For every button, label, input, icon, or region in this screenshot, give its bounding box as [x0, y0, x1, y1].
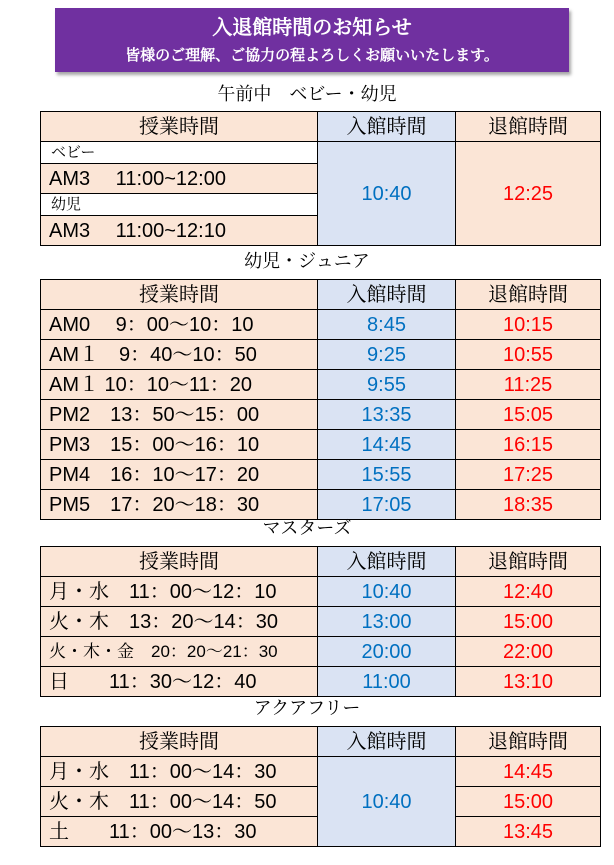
schedule-table-aquafree — [40, 726, 601, 847]
class-time-cell: PM4 16：10～17：20 — [41, 460, 318, 490]
class-time-cell: PM2 13：50～15：00 — [41, 400, 318, 430]
class-time-cell: 月・水 11：00～14：30 — [41, 757, 318, 787]
section-title-aquafree: アクアフリー — [253, 698, 361, 719]
exit-time-cell: 13:45 — [456, 817, 601, 847]
header-entry-time: 入館時間 — [318, 112, 456, 142]
banner-subtitle: 皆様のご理解、ご協力の程よろしくお願いいたします。 — [125, 46, 499, 64]
exit-time-cell: 17:25 — [456, 460, 601, 490]
entry-time-cell: 9:55 — [318, 370, 456, 400]
schedule-table-baby-infant — [40, 111, 601, 246]
table-row — [41, 490, 601, 520]
header-entry-time: 入館時間 — [318, 280, 456, 310]
entry-time-cell: 15:55 — [318, 460, 456, 490]
header-exit-time: 退館時間 — [456, 112, 601, 142]
header-entry-time: 入館時間 — [318, 727, 456, 757]
section-title-baby-infant: 午前中 ベビー・幼児 — [217, 84, 397, 105]
class-time-cell: 土 11：00～13：30 — [41, 817, 318, 847]
banner-title: 入退館時間のお知らせ — [212, 15, 412, 39]
class-time-cell: AM１ 10：10～11：20 — [41, 370, 318, 400]
entry-time-cell: 9:25 — [318, 340, 456, 370]
class-time-cell: AM3 11:00~12:10 — [41, 216, 318, 246]
table-row — [41, 607, 601, 637]
exit-time-cell: 22:00 — [456, 637, 601, 667]
class-time-cell: 火・木 13：20～14：30 — [41, 607, 318, 637]
table-row — [41, 400, 601, 430]
exit-time-cell: 14:45 — [456, 757, 601, 787]
header-class-time: 授業時間 — [41, 280, 318, 310]
exit-time-cell: 11:25 — [456, 370, 601, 400]
header-class-time: 授業時間 — [41, 547, 318, 577]
class-time-cell: PM5 17：20～18：30 — [41, 490, 318, 520]
exit-time-cell: 12:25 — [456, 142, 601, 246]
exit-time-cell: 10:15 — [456, 310, 601, 340]
exit-time-cell: 13:10 — [456, 667, 601, 697]
exit-time-cell: 10:55 — [456, 340, 601, 370]
table-row — [41, 637, 601, 667]
infant-label: 幼児 — [41, 194, 318, 216]
table-row — [41, 370, 601, 400]
table-row — [41, 310, 601, 340]
class-time-cell: AM１ 9：40～10：50 — [41, 340, 318, 370]
class-time-cell: 火・木 11：00～14：50 — [41, 787, 318, 817]
entry-time-cell: 17:05 — [318, 490, 456, 520]
entry-time-cell: 8:45 — [318, 310, 456, 340]
entry-time-cell: 20:00 — [318, 637, 456, 667]
class-time-cell: 日 11：30～12：40 — [41, 667, 318, 697]
class-time-cell: AM0 9：00～10：10 — [41, 310, 318, 340]
schedule-table-masters — [40, 546, 601, 697]
exit-time-cell: 15:05 — [456, 400, 601, 430]
entry-time-cell: 14:45 — [318, 430, 456, 460]
exit-time-cell: 16:15 — [456, 430, 601, 460]
class-time-cell: AM3 11:00~12:00 — [41, 164, 318, 194]
table-row — [41, 757, 601, 787]
schedule-table-infant-junior — [40, 279, 601, 520]
entry-time-cell: 13:00 — [318, 607, 456, 637]
header-class-time: 授業時間 — [41, 727, 318, 757]
class-time-cell: PM3 15：00～16：10 — [41, 430, 318, 460]
header-exit-time: 退館時間 — [456, 280, 601, 310]
table-row — [41, 340, 601, 370]
header-entry-time: 入館時間 — [318, 547, 456, 577]
table-row — [41, 430, 601, 460]
entry-time-cell: 10:40 — [318, 757, 456, 847]
notice-banner — [55, 8, 569, 72]
entry-time-cell: 10:40 — [318, 142, 456, 246]
table-row — [41, 577, 601, 607]
entry-time-cell: 11:00 — [318, 667, 456, 697]
exit-time-cell: 12:40 — [456, 577, 601, 607]
entry-time-cell: 10:40 — [318, 577, 456, 607]
section-title-masters: マスターズ — [262, 518, 352, 539]
section-title-infant-junior: 幼児・ジュニア — [244, 251, 370, 272]
entry-time-cell: 13:35 — [318, 400, 456, 430]
class-time-cell: 火・木・金 20：20～21：30 — [41, 637, 318, 667]
exit-time-cell: 15:00 — [456, 607, 601, 637]
baby-label: ベビー — [41, 142, 318, 164]
header-exit-time: 退館時間 — [456, 727, 601, 757]
class-time-cell: 月・水 11：00～12：10 — [41, 577, 318, 607]
exit-time-cell: 18:35 — [456, 490, 601, 520]
header-exit-time: 退館時間 — [456, 547, 601, 577]
table-row — [41, 460, 601, 490]
table-row — [41, 667, 601, 697]
header-class-time: 授業時間 — [41, 112, 318, 142]
exit-time-cell: 15:00 — [456, 787, 601, 817]
